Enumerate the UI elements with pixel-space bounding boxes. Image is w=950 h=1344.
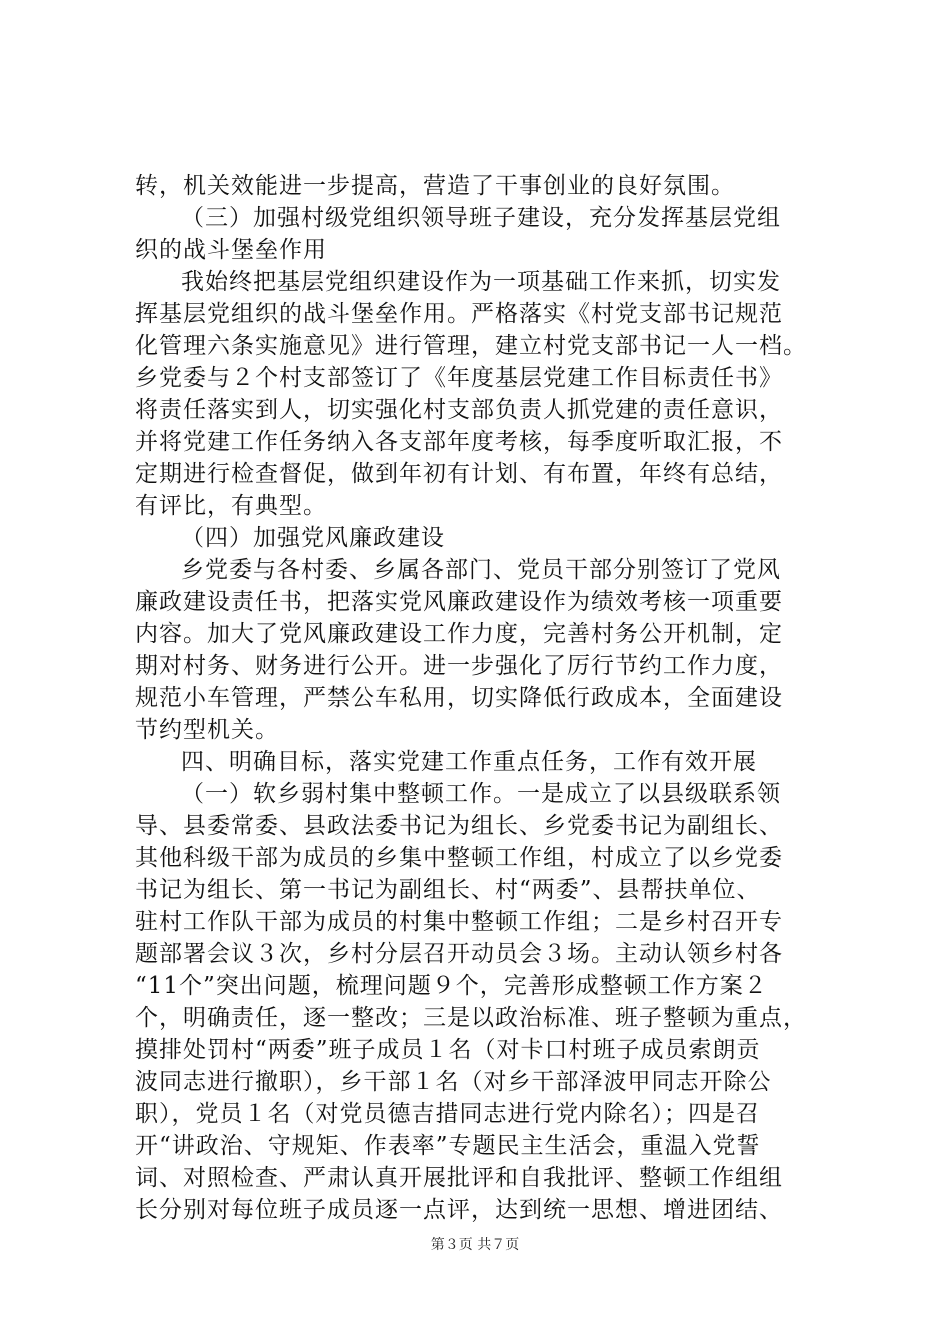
text-line: 个，明确责任，逐一整改；三是以政治标准、班子整顿为重点，: [135, 1005, 807, 1031]
text-line: 有评比，有典型。: [135, 493, 327, 519]
text-line: 定期进行检查督促，做到年初有计划、有布置，年终有总结，: [135, 461, 783, 487]
text-line: 我始终把基层党组织建设作为一项基础工作来抓，切实发: [181, 269, 781, 295]
text-line: 化管理六条实施意见》进行管理，建立村党支部书记一人一档。: [135, 333, 807, 359]
text-line: 廉政建设责任书，把落实党风廉政建设作为绩效考核一项重要: [135, 589, 783, 615]
document-body: [135, 170, 835, 1226]
text-line: 其他科级干部为成员的乡集中整顿工作组，村成立了以乡党委: [135, 845, 783, 871]
section-heading: （四）加强党风廉政建设: [181, 525, 445, 551]
section-heading: （三）加强村级党组织领导班子建设，充分发挥基层党组: [181, 205, 781, 231]
text-line: 转，机关效能进一步提高，营造了干事创业的良好氛围。: [135, 173, 735, 199]
text-line: 规范小车管理，严禁公车私用，切实降低行政成本，全面建设: [135, 685, 783, 711]
text-line: 题部署会议３次，乡村分层召开动员会３场。主动认领乡村各: [135, 941, 783, 967]
text-line: 波同志进行撤职），乡干部１名（对乡干部泽波甲同志开除公: [135, 1069, 772, 1095]
text-line: 乡党委与２个村支部签订了《年度基层党建工作目标责任书》: [135, 365, 783, 391]
text-line: 词、对照检查、严肃认真开展批评和自我批评、整顿工作组组: [135, 1165, 783, 1191]
section-heading: 四、明确目标，落实党建工作重点任务，工作有效开展: [181, 749, 757, 775]
text-line: 驻村工作队干部为成员的村集中整顿工作组；二是乡村召开专: [135, 909, 783, 935]
text-line: 乡党委与各村委、乡属各部门、党员干部分别签订了党风: [181, 557, 781, 583]
text-line: 内容。加大了党风廉政建设工作力度，完善村务公开机制，定: [135, 621, 783, 647]
text-line: “11个”突出问题，梳理问题９个，完善形成整顿工作方案２: [135, 973, 768, 999]
text-line: 导、县委常委、县政法委书记为组长、乡党委书记为副组长、: [135, 813, 783, 839]
text-line: 并将党建工作任务纳入各支部年度考核，每季度听取汇报，不: [135, 429, 783, 455]
text-line: （一）软乡弱村集中整顿工作。一是成立了以县级联系领: [181, 781, 781, 807]
text-line: 开“讲政治、守规矩、作表率”专题民主生活会，重温入党誓: [135, 1133, 761, 1159]
page-footer: 第３页 共７页: [430, 1237, 520, 1253]
text-line: 挥基层党组织的战斗堡垒作用。严格落实《村党支部书记规范: [135, 301, 783, 327]
text-line: 职），党员１名（对党员德吉措同志进行党内除名）；四是召: [135, 1101, 760, 1127]
text-line: 摸排处罚村“两委”班子成员１名（对卡口村班子成员索朗贡: [135, 1037, 761, 1063]
section-heading-continued: 织的战斗堡垒作用: [135, 237, 327, 263]
text-line: 书记为组长、第一书记为副组长、村“两委”、县帮扶单位、: [135, 877, 761, 903]
text-line: 节约型机关。: [135, 717, 279, 743]
text-line: 期对村务、财务进行公开。进一步强化了厉行节约工作力度，: [135, 653, 783, 679]
text-line: 将责任落实到人，切实强化村支部负责人抓党建的责任意识，: [135, 397, 783, 423]
text-line: 长分别对每位班子成员逐一点评，达到统一思想、增进团结、: [135, 1197, 783, 1223]
